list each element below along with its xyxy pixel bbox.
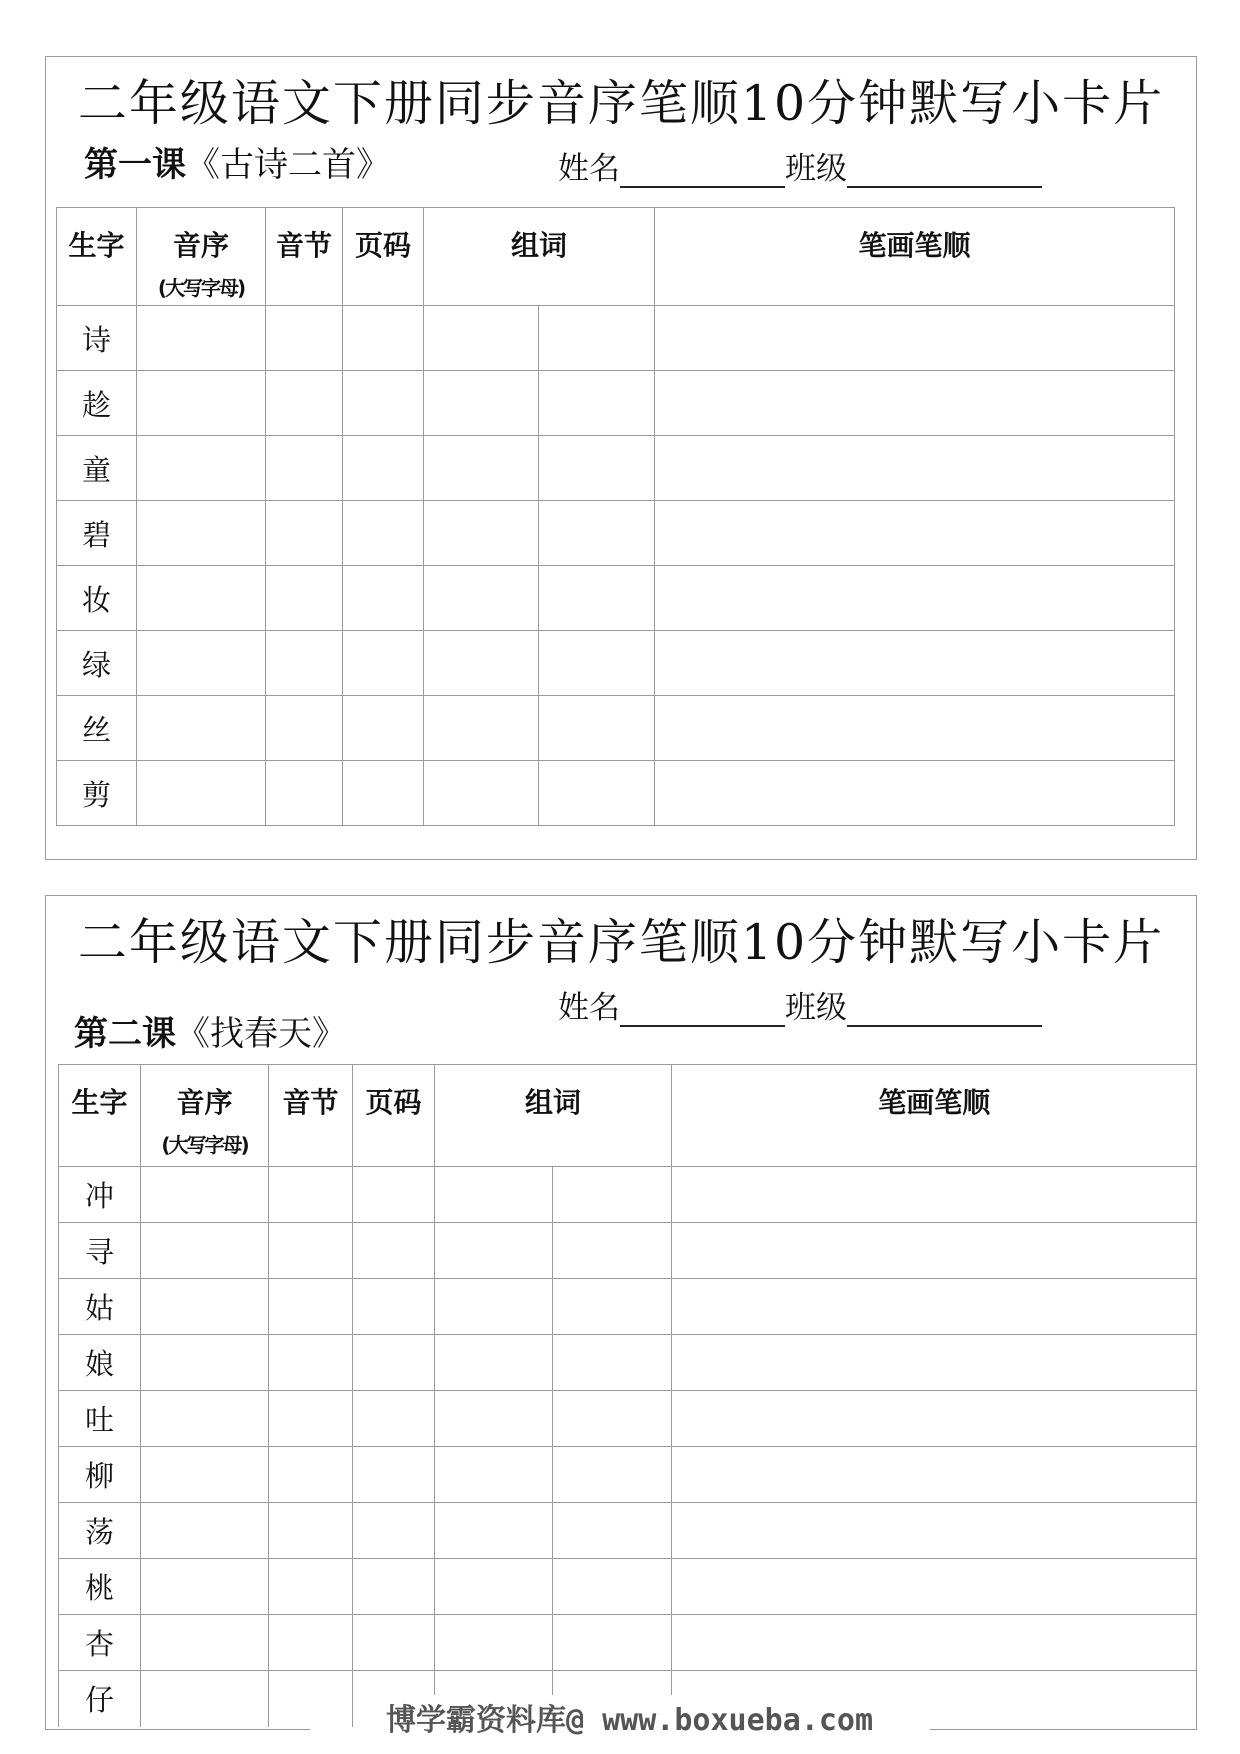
- word-cell-1[interactable]: [435, 1503, 553, 1559]
- syllable-cell[interactable]: [266, 501, 343, 566]
- char-cell: 趁: [57, 371, 137, 436]
- syllable-cell[interactable]: [269, 1391, 353, 1447]
- watermark: 博学霸资料库@ www.boxueba.com: [380, 1695, 879, 1739]
- pinyin-order-cell[interactable]: [141, 1447, 269, 1503]
- table-row: [59, 1335, 1197, 1391]
- word-cell-2[interactable]: [553, 1279, 672, 1335]
- pinyin-order-cell[interactable]: [141, 1167, 269, 1223]
- class-label: 班级: [785, 151, 847, 187]
- class-label: 班级: [785, 990, 847, 1026]
- col-header-syllable: 音节: [266, 208, 343, 306]
- syllable-cell[interactable]: [266, 696, 343, 761]
- syllable-cell[interactable]: [266, 631, 343, 696]
- syllable-cell[interactable]: [269, 1223, 353, 1279]
- page-cell[interactable]: [343, 761, 424, 826]
- word-cell-2[interactable]: [539, 566, 655, 631]
- strokes-cell[interactable]: [672, 1447, 1197, 1503]
- syllable-cell[interactable]: [269, 1503, 353, 1559]
- strokes-cell[interactable]: [672, 1503, 1197, 1559]
- page-cell[interactable]: [353, 1447, 435, 1503]
- lesson-number: 第二课: [74, 1014, 176, 1054]
- page-cell[interactable]: [343, 436, 424, 501]
- table-row: [59, 1447, 1197, 1503]
- word-cell-1[interactable]: [435, 1223, 553, 1279]
- strokes-cell[interactable]: [655, 761, 1175, 826]
- pinyin-order-cell[interactable]: [141, 1671, 269, 1727]
- page-cell[interactable]: [353, 1559, 435, 1615]
- dictation-card-1: [45, 56, 1197, 860]
- char-cell: 寻: [59, 1223, 141, 1279]
- char-cell: 冲: [59, 1167, 141, 1223]
- word-cell-1[interactable]: [435, 1615, 553, 1671]
- strokes-cell[interactable]: [672, 1167, 1197, 1223]
- lesson-name: 《找春天》: [176, 1014, 346, 1054]
- pinyin-order-cell[interactable]: [137, 696, 266, 761]
- char-cell: 姑: [59, 1279, 141, 1335]
- char-cell: 杏: [59, 1615, 141, 1671]
- card-title: 二年级语文下册同步音序笔顺10分钟默写小卡片: [77, 914, 1165, 971]
- col-header-strokes: 笔画笔顺: [672, 1065, 1197, 1167]
- strokes-cell[interactable]: [672, 1223, 1197, 1279]
- lesson-heading: [74, 1006, 346, 1055]
- char-cell: 碧: [57, 501, 137, 566]
- col-header-pinyin-order-label: 音序: [172, 229, 229, 262]
- table-body: [59, 1167, 1197, 1727]
- pinyin-order-cell[interactable]: [137, 566, 266, 631]
- table-row: [59, 1615, 1197, 1671]
- dictation-table: [56, 207, 1175, 826]
- word-cell-2[interactable]: [539, 631, 655, 696]
- table-row: [57, 761, 1175, 826]
- syllable-cell[interactable]: [266, 761, 343, 826]
- col-header-page: 页码: [353, 1065, 435, 1167]
- table-row: [57, 501, 1175, 566]
- word-cell-1[interactable]: [435, 1279, 553, 1335]
- page-cell[interactable]: [343, 371, 424, 436]
- col-header-page: 页码: [343, 208, 424, 306]
- col-header-pinyin-note: (大写字母): [157, 276, 245, 300]
- word-cell-2[interactable]: [539, 501, 655, 566]
- strokes-cell[interactable]: [672, 1335, 1197, 1391]
- pinyin-order-cell[interactable]: [141, 1223, 269, 1279]
- page-cell[interactable]: [353, 1279, 435, 1335]
- col-header-words: 组词: [435, 1065, 672, 1167]
- strokes-cell[interactable]: [655, 696, 1175, 761]
- char-cell: 吐: [59, 1391, 141, 1447]
- syllable-cell[interactable]: [269, 1279, 353, 1335]
- page-cell[interactable]: [353, 1335, 435, 1391]
- class-field[interactable]: [847, 995, 1042, 1027]
- col-header-char: 生字: [59, 1065, 141, 1167]
- syllable-cell[interactable]: [269, 1671, 353, 1727]
- char-cell: 妆: [57, 566, 137, 631]
- pinyin-order-cell[interactable]: [137, 761, 266, 826]
- table-body: [57, 306, 1175, 826]
- syllable-cell[interactable]: [266, 371, 343, 436]
- char-cell: 丝: [57, 696, 137, 761]
- table-row: [59, 1503, 1197, 1559]
- char-cell: 童: [57, 436, 137, 501]
- table-row: [57, 371, 1175, 436]
- col-header-pinyin-order: [141, 1065, 269, 1167]
- table-row: [57, 566, 1175, 631]
- word-cell-2[interactable]: [553, 1335, 672, 1391]
- syllable-cell[interactable]: [269, 1167, 353, 1223]
- strokes-cell[interactable]: [672, 1279, 1197, 1335]
- name-field[interactable]: [620, 995, 785, 1027]
- syllable-cell[interactable]: [269, 1335, 353, 1391]
- dictation-card-2: [45, 895, 1197, 1729]
- lesson-name: 《古诗二首》: [186, 145, 390, 185]
- word-cell-1[interactable]: [424, 501, 539, 566]
- word-cell-2[interactable]: [539, 696, 655, 761]
- char-cell: 娘: [59, 1335, 141, 1391]
- word-cell-2[interactable]: [553, 1503, 672, 1559]
- char-cell: 仔: [59, 1671, 141, 1727]
- pinyin-order-cell[interactable]: [137, 306, 266, 371]
- char-cell: 荡: [59, 1503, 141, 1559]
- page-cell[interactable]: [343, 631, 424, 696]
- lesson-heading: [84, 137, 390, 186]
- table-row: [59, 1559, 1197, 1615]
- pinyin-order-cell[interactable]: [137, 371, 266, 436]
- table-row: [57, 696, 1175, 761]
- word-cell-1[interactable]: [424, 631, 539, 696]
- char-cell: 剪: [57, 761, 137, 826]
- page-cell[interactable]: [353, 1615, 435, 1671]
- char-cell: 桃: [59, 1559, 141, 1615]
- strokes-cell[interactable]: [655, 436, 1175, 501]
- word-cell-1[interactable]: [424, 696, 539, 761]
- pinyin-order-cell[interactable]: [141, 1391, 269, 1447]
- syllable-cell[interactable]: [266, 566, 343, 631]
- table-row: [57, 436, 1175, 501]
- strokes-cell[interactable]: [655, 566, 1175, 631]
- page-cell[interactable]: [343, 696, 424, 761]
- pinyin-order-cell[interactable]: [141, 1279, 269, 1335]
- class-field[interactable]: [847, 156, 1042, 188]
- table-row: [57, 306, 1175, 371]
- word-cell-2[interactable]: [539, 371, 655, 436]
- pinyin-order-cell[interactable]: [141, 1503, 269, 1559]
- col-header-pinyin-order: [137, 208, 266, 306]
- table-row: [59, 1279, 1197, 1335]
- syllable-cell[interactable]: [269, 1447, 353, 1503]
- strokes-cell[interactable]: [655, 371, 1175, 436]
- table-row: [59, 1223, 1197, 1279]
- word-cell-2[interactable]: [539, 436, 655, 501]
- word-cell-1[interactable]: [424, 306, 539, 371]
- strokes-cell[interactable]: [655, 631, 1175, 696]
- lesson-number: 第一课: [84, 145, 186, 185]
- word-cell-1[interactable]: [424, 436, 539, 501]
- col-header-pinyin-order-label: 音序: [176, 1086, 233, 1119]
- footer-rule-left: [45, 1729, 310, 1730]
- word-cell-2[interactable]: [539, 761, 655, 826]
- page-cell[interactable]: [353, 1391, 435, 1447]
- table-row: [59, 1391, 1197, 1447]
- pinyin-order-cell[interactable]: [137, 631, 266, 696]
- word-cell-2[interactable]: [553, 1391, 672, 1447]
- word-cell-1[interactable]: [424, 761, 539, 826]
- word-cell-2[interactable]: [553, 1559, 672, 1615]
- table-header-row: [57, 208, 1175, 306]
- strokes-cell[interactable]: [672, 1615, 1197, 1671]
- char-cell: 诗: [57, 306, 137, 371]
- syllable-cell[interactable]: [266, 436, 343, 501]
- table-row: [57, 631, 1175, 696]
- char-cell: 柳: [59, 1447, 141, 1503]
- student-info: [558, 982, 1042, 1027]
- col-header-pinyin-note: (大写字母): [161, 1133, 248, 1157]
- page-cell[interactable]: [343, 566, 424, 631]
- word-cell-1[interactable]: [435, 1559, 553, 1615]
- name-label: 姓名: [558, 151, 620, 187]
- pinyin-order-cell[interactable]: [137, 501, 266, 566]
- col-header-syllable: 音节: [269, 1065, 353, 1167]
- page-cell[interactable]: [343, 306, 424, 371]
- word-cell-1[interactable]: [435, 1447, 553, 1503]
- word-cell-1[interactable]: [435, 1391, 553, 1447]
- syllable-cell[interactable]: [269, 1559, 353, 1615]
- word-cell-1[interactable]: [435, 1335, 553, 1391]
- word-cell-1[interactable]: [435, 1167, 553, 1223]
- strokes-cell[interactable]: [655, 306, 1175, 371]
- page-cell[interactable]: [343, 501, 424, 566]
- syllable-cell[interactable]: [266, 306, 343, 371]
- col-header-char: 生字: [57, 208, 137, 306]
- word-cell-2[interactable]: [553, 1223, 672, 1279]
- col-header-words: 组词: [424, 208, 655, 306]
- dictation-table: [58, 1064, 1197, 1727]
- char-cell: 绿: [57, 631, 137, 696]
- word-cell-2[interactable]: [553, 1167, 672, 1223]
- strokes-cell[interactable]: [655, 501, 1175, 566]
- col-header-strokes: 笔画笔顺: [655, 208, 1175, 306]
- word-cell-2[interactable]: [553, 1447, 672, 1503]
- page-cell[interactable]: [353, 1223, 435, 1279]
- word-cell-1[interactable]: [424, 371, 539, 436]
- word-cell-2[interactable]: [539, 306, 655, 371]
- pinyin-order-cell[interactable]: [137, 436, 266, 501]
- page-cell[interactable]: [353, 1167, 435, 1223]
- pinyin-order-cell[interactable]: [141, 1559, 269, 1615]
- strokes-cell[interactable]: [672, 1391, 1197, 1447]
- page-cell[interactable]: [353, 1503, 435, 1559]
- syllable-cell[interactable]: [269, 1615, 353, 1671]
- word-cell-2[interactable]: [553, 1615, 672, 1671]
- word-cell-1[interactable]: [424, 566, 539, 631]
- table-row: [59, 1167, 1197, 1223]
- name-label: 姓名: [558, 990, 620, 1026]
- strokes-cell[interactable]: [672, 1559, 1197, 1615]
- table-header-row: [59, 1065, 1197, 1167]
- card-title: 二年级语文下册同步音序笔顺10分钟默写小卡片: [77, 75, 1165, 132]
- student-info: [558, 143, 1042, 188]
- pinyin-order-cell[interactable]: [141, 1615, 269, 1671]
- pinyin-order-cell[interactable]: [141, 1335, 269, 1391]
- name-field[interactable]: [620, 156, 785, 188]
- footer-rule-right: [930, 1729, 1197, 1730]
